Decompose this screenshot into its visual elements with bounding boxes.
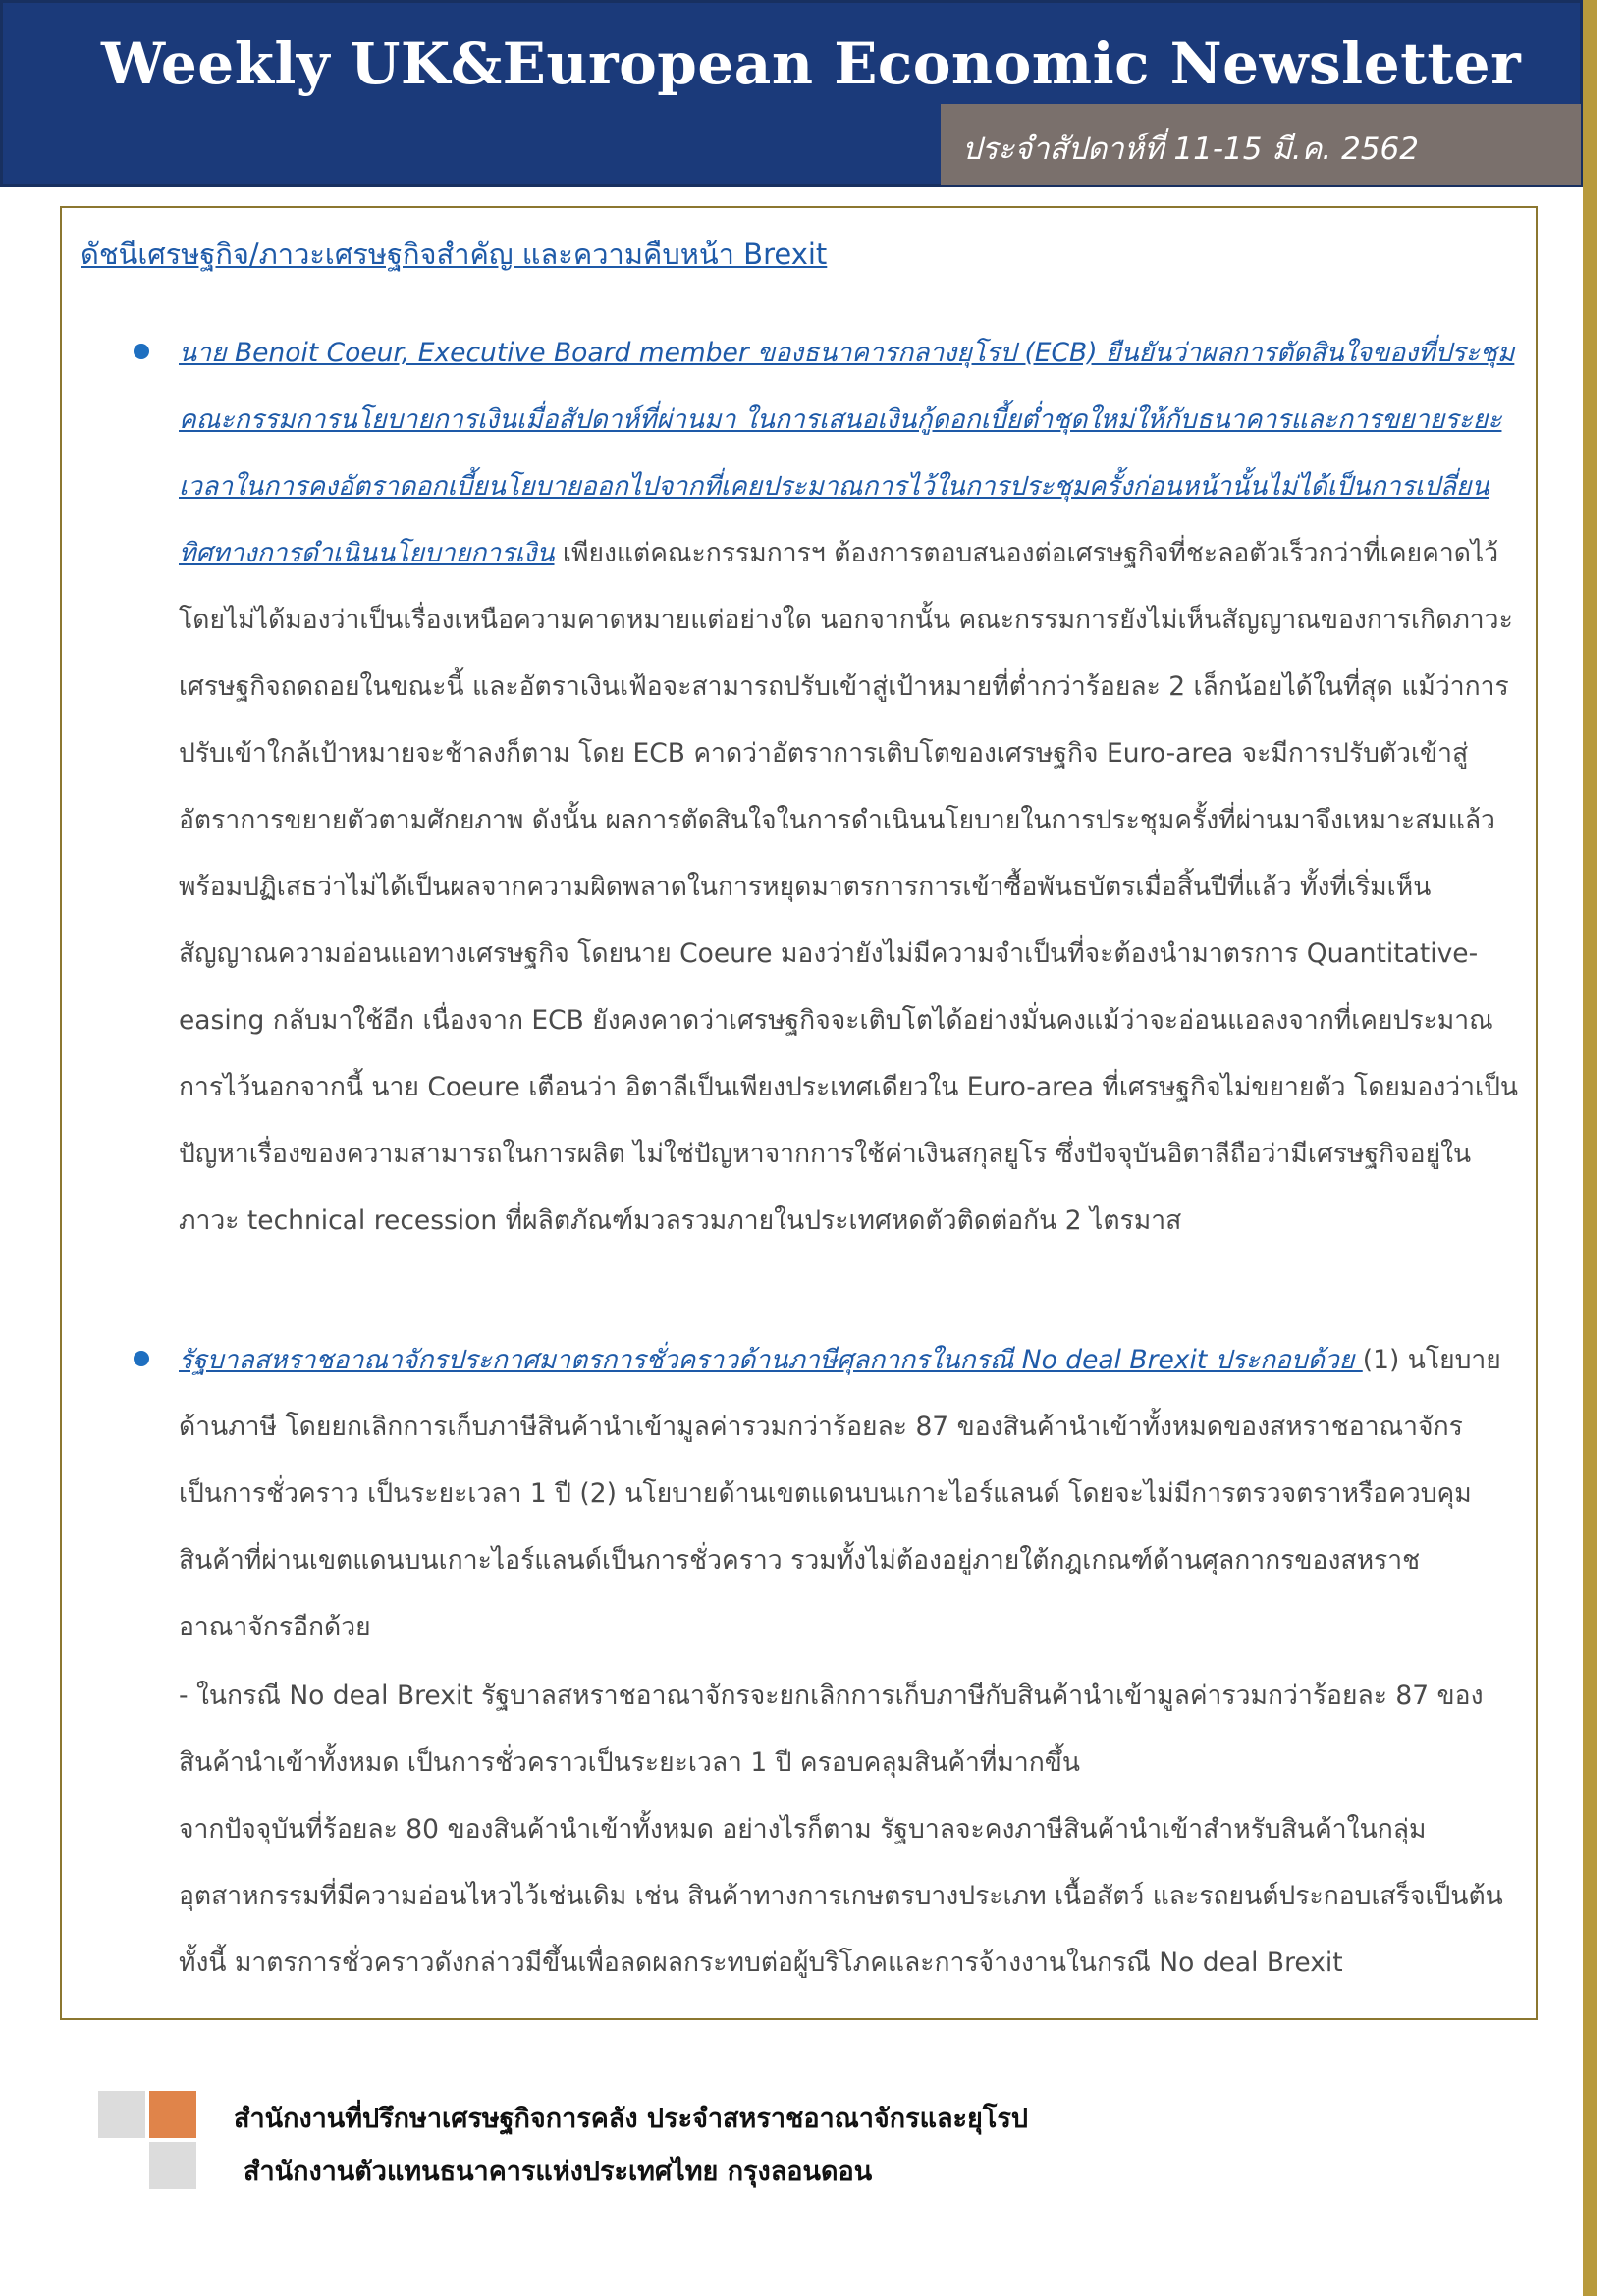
bullet-icon [134,344,149,359]
no-deal-paragraph-part1: - ในกรณี No deal Brexit รัฐบาลสหราชอาณาจักรจะยกเลิกการเก็บภาษีกับสินค้านำเข้ามูลค่ารวมกว่าร้อยละ 87 ของสินค้านำเข้าทั้งหมด เป็นการชั่วคราวเป็นระยะเวลา 1 ปี ครอบคลุมสินค้าที่มากขึ้น [179,1681,1484,1778]
news-item-ecb-body: เพียงแต่คณะกรรมการฯ ต้องการตอบสนองต่อเศรษฐกิจที่ชะลอตัวเร็วกว่าที่เคยคาดไว้ โดยไม่ได้มองว่าเป็นเรื่องเหนือความคาดหมายแต่อย่างใด นอกจากนั้น คณะกรรมการยังไม่เห็นสัญญาณของการเกิดภาวะเศรษฐกิจถดถอยในขณะนี้ และอัตราเงินเฟ้อจะสามารถปรับเข้าสู่เป้าหมายที่ต่ำกว่าร้อยละ 2 เล็กน้อยได้ในที่สุด แม้ว่าการปรับเข้าใกล้เป้าหมายจะช้าลงก็ตาม โดย ECB คาดว่าอัตราการเติบโตของเศรษฐกิจ Euro-area จะมีการปรับตัวเข้าสู่อัตราการขยายตัวตามศักยภาพ ดังนั้น ผลการตัดสินใจในการดำเนินนโยบายในการประชุมครั้งที่ผ่านมาจึงเหมาะสมแล้ว พร้อมปฏิเสธว่าไม่ได้เป็นผลจากความผิดพลาดในการหยุดมาตรการการเข้าซื้อพันธบัตรเมื่อสิ้นปีที่แล้ว ทั้งที่เริ่มเห็นสัญญาณความอ่อนแอทางเศรษฐกิจ โดยนาย Coeure มองว่ายังไม่มีความจำเป็นที่จะต้องนำมาตรการ Quantitative-easing กลับมาใช้อีก เนื่องจาก ECB ยังคงคาดว่าเศรษฐกิจจะเติบโตได้อย่างมั่นคงแม้ว่าจะอ่อนแอลงจากที่เคยประมาณการไว้นอกจากนี้ นาย Coeure เตือนว่า อิตาลีเป็นเพียงประเทศเดียวใน Euro-area ที่เศรษฐกิจไม่ขยายตัว โดยมองว่าเป็นปัญหาเรื่องของความสามารถในการผลิต ไม่ใช่ปัญหาจากการใช้ค่าเงินสกุลยูโร ซึ่งปัจจุบันอิตาลีถือว่ามีเศรษฐกิจอยู่ในภาวะ technical recession ที่ผลิตภัณฑ์มวลรวมภายในประเทศหดตัวติดต่อกัน 2 ไตรมาส [179,538,1519,1236]
date-box [941,104,1581,185]
news-item-uk-tariffs-lead-link[interactable]: รัฐบาลสหราชอาณาจักรประกาศมาตรการชั่วคราวด้านภาษีศุลกากรในกรณี No deal Brexit ประกอบด้วย [179,1345,1363,1375]
footer-square-gray-left [98,2091,145,2138]
date-line: ประจำสัปดาห์ที่ 11-15 มี.ค. 2562 [962,132,1419,167]
news-item-uk-tariffs-body: (1) นโยบายด้านภาษี โดยยกเลิกการเก็บภาษีสินค้านำเข้ามูลค่ารวมกว่าร้อยละ 87 ของสินค้านำเข้าทั้งหมดของสหราชอาณาจักร เป็นการชั่วคราว เป็นระยะเวลา 1 ปี (2) นโยบายด้านเขตแดนบนเกาะไอร์แลนด์ โดยจะไม่มีการตรวจตราหรือควบคุมสินค้าที่ผ่านเขตแดนบนเกาะไอร์แลนด์เป็นการชั่วคราว รวมทั้งไม่ต้องอยู่ภายใต้กฎเกณฑ์ด้านศุลกากรของสหราชอาณาจักรอีกด้วย [179,1345,1501,1642]
news-item-ecb-lead-link[interactable]: นาย Benoit Coeur, Executive Board member ของธนาคารกลางยุโรป (ECB) ยืนยันว่าผลการตัดสินใจของที่ประชุมคณะกรรมการนโยบายการเงินเมื่อสัปดาห์ที่ผ่านมา ในการเสนอเงินกู้ดอกเบี้ยต่ำชุดใหม่ให้กับธนาคารและการขยายระยะเวลาในการคงอัตราดอกเบี้ยนโยบายออกไปจากที่เคยประมาณการไว้ในการประชุมครั้งก่อนหน้านั้นไม่ได้เป็นการเปลี่ยนทิศทางการดำเนินนโยบายการเงิน [179,338,1515,568]
footer-square-gray-bottom [149,2142,196,2189]
news-item-uk-tariffs [179,1327,1524,1661]
footer-office-line1: สำนักงานที่ปรึกษาเศรษฐกิจการคลัง ประจำสหราชอาณาจักรและยุโรป [234,2104,1028,2134]
bullet-icon [134,1351,149,1366]
footer-office-line2: สำนักงานตัวแทนธนาคารแห่งประเทศไทย กรุงลอนดอน [244,2157,873,2187]
footer-square-orange [149,2091,196,2138]
news-item-ecb [179,320,1524,1255]
newsletter-title: Weekly UK&European Economic Newsletter [101,30,1522,97]
gold-side-bar [1583,0,1597,2296]
section-heading[interactable]: ดัชนีเศรษฐกิจ/ภาวะเศรษฐกิจสำคัญ และความคืบหน้า Brexit [81,238,828,271]
no-deal-paragraph-part2: จากปัจจุบันที่ร้อยละ 80 ของสินค้านำเข้าทั้งหมด อย่างไรก็ตาม รัฐบาลจะคงภาษีสินค้านำเข้าสำหรับสินค้าในกลุ่มอุตสาหกรรมที่มีความอ่อนไหวไว้เช่นเดิม เช่น สินค้าทางการเกษตรบางประเภท เนื้อสัตว์ และรถยนต์ประกอบเสร็จเป็นต้น ทั้งนี้ มาตรการชั่วคราวดังกล่าวมีขึ้นเพื่อลดผลกระทบต่อผู้บริโภคและการจ้างงานในกรณี No deal Brexit [179,1814,1503,1978]
